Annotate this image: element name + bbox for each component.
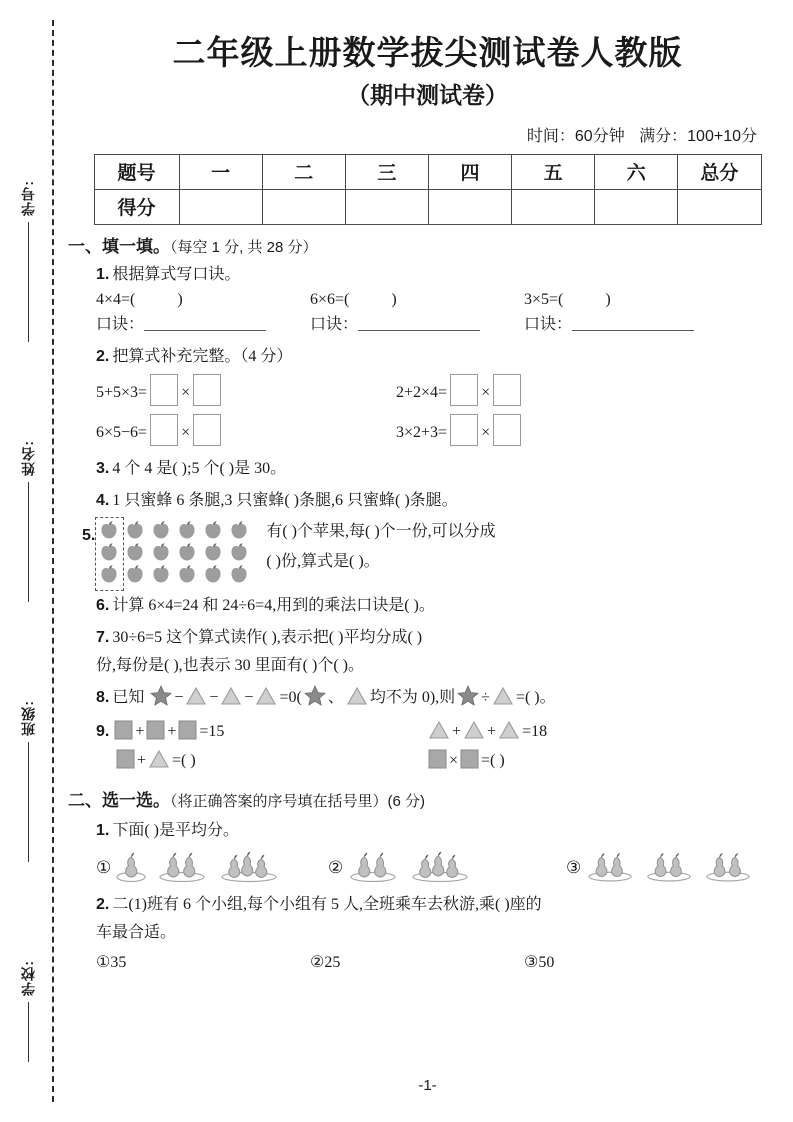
score-table-row-header: 题号 <box>94 154 179 189</box>
star-icon <box>457 685 479 716</box>
margin-field-label: 姓名: <box>20 440 36 476</box>
apple-icon <box>228 520 254 542</box>
pear-group <box>407 849 473 883</box>
margin-field-student-id <box>8 180 48 342</box>
q2-answer-box[interactable] <box>493 414 521 446</box>
apple-icon <box>124 542 150 564</box>
question-9-row-1 <box>96 720 793 745</box>
question-number: 1. <box>96 821 110 839</box>
question-9-row-2 <box>114 749 793 774</box>
q9-equals-1: =15 <box>199 722 225 740</box>
question-1-answers <box>96 311 793 334</box>
pear-group <box>216 849 282 883</box>
q2-eq-left-1 <box>96 374 396 406</box>
question-7-cont <box>96 652 793 680</box>
question-text: 计算 6×4=24 和 24÷6=4,用到的乘法口诀是( )。 <box>112 596 435 614</box>
q1-expr-1 <box>96 291 310 309</box>
q5-line-2: ( )份,算式是( )。 <box>266 552 380 570</box>
square-icon <box>146 720 165 745</box>
q2-answer-box[interactable] <box>150 414 178 446</box>
pear-group <box>114 849 148 883</box>
option-marker: ① <box>96 857 112 877</box>
question-6 <box>96 592 793 620</box>
margin-field-school <box>8 960 48 1062</box>
q9-plus-3: + <box>452 722 462 740</box>
option-1[interactable] <box>96 849 328 883</box>
q9-times: × <box>449 751 459 769</box>
star-icon <box>150 685 172 716</box>
score-cell-4[interactable] <box>428 189 511 224</box>
pear-options-row <box>96 849 793 883</box>
triangle-icon <box>185 686 207 716</box>
q1-expr-1-text: 4×4=( <box>96 290 136 308</box>
question-1-expressions <box>96 291 793 309</box>
exam-page <box>62 0 793 1122</box>
question-8 <box>96 684 793 716</box>
choice-option-3[interactable]: ③50 <box>524 953 555 971</box>
apple-icon <box>202 542 228 564</box>
section2-question-2 <box>96 891 793 919</box>
q1-expr-3-text: 3×5=( <box>524 290 564 308</box>
pear-group <box>702 849 754 883</box>
choice-option-2[interactable]: ②25 <box>310 953 341 971</box>
q2-operator: × <box>481 423 491 441</box>
margin-field-rule <box>28 1002 29 1062</box>
apple-icon <box>124 520 150 542</box>
pear-group <box>155 849 209 883</box>
q9-plus-1: + <box>135 722 145 740</box>
question-text: 根据算式写口诀。 <box>112 265 241 283</box>
q2-eq-left-2 <box>96 414 396 446</box>
margin-field-name <box>8 440 48 602</box>
q9-left-2 <box>114 749 426 774</box>
title-block <box>62 34 793 110</box>
q2-eq-left-1-text: 5+5×3= <box>96 383 148 401</box>
q2-eq-right-1 <box>396 374 696 406</box>
s2q2-line-1: 二(1)班有 6 个小组,每个小组有 5 人,全班乘车去秋游,乘( )座的 <box>112 895 542 913</box>
q8-prefix: 已知 <box>112 688 145 706</box>
section-one-note: （每空 1 分, 共 28 分） <box>170 238 318 256</box>
q2-operator: × <box>181 383 191 401</box>
pear-icon <box>407 849 473 883</box>
q2-eq-right-2 <box>396 414 696 446</box>
question-number: 2. <box>96 895 110 913</box>
margin-field-label: 学校: <box>20 960 36 996</box>
choice-option-1[interactable]: ①35 <box>96 953 127 971</box>
pear-icon <box>155 849 209 883</box>
page-number: -1- <box>418 1077 437 1094</box>
perforation-dashed-line <box>52 20 54 1102</box>
section-one-title: 一、填一填。 <box>68 236 170 256</box>
score-table-col-total: 总分 <box>678 154 761 189</box>
q8-comma: 、 <box>327 688 344 706</box>
triangle-icon <box>148 749 170 774</box>
score-table-col-3: 三 <box>345 154 428 189</box>
q1-key-label-1: 口诀： <box>96 315 145 333</box>
exam-total-score-label: 满分：100+10分 <box>639 127 757 145</box>
pear-group <box>584 849 636 883</box>
square-icon <box>178 720 197 745</box>
q9-equals-3: =( ) <box>172 751 196 769</box>
score-table <box>94 154 762 225</box>
q2-answer-box[interactable] <box>450 414 478 446</box>
page-subtitle: （期中测试卷） <box>347 81 508 108</box>
question-text: 1 只蜜蜂 6 条腿,3 只蜜蜂( )条腿,6 只蜜蜂( )条腿。 <box>112 491 458 509</box>
q2-answer-box[interactable] <box>493 374 521 406</box>
section-heading-one <box>68 232 793 257</box>
triangle-icon <box>255 686 277 716</box>
table-row <box>94 189 761 224</box>
apple-icon <box>150 520 176 542</box>
pear-group <box>346 849 400 883</box>
q1-expr-2-text: 6×6=( <box>310 290 350 308</box>
section-two-note: （将正确答案的序号填在括号里）(6 分) <box>170 792 426 810</box>
question-number: 3. <box>96 459 110 477</box>
q8-equals-zero: =0( <box>279 688 302 706</box>
q8-minus-2: − <box>209 688 219 706</box>
question-4 <box>96 487 793 515</box>
apple-icon <box>176 542 202 564</box>
square-icon <box>116 749 135 774</box>
question-2 <box>96 343 793 371</box>
q7-line-1: 30÷6=5 这个算式读作( ),表示把( )平均分成( ) <box>112 628 423 646</box>
section2-question-1 <box>96 817 793 845</box>
score-table-col-1: 一 <box>179 154 262 189</box>
option-marker: ② <box>328 857 344 877</box>
margin-field-class <box>8 700 48 862</box>
question-number: 5. <box>82 526 96 544</box>
score-cell-2[interactable] <box>262 189 345 224</box>
apple-icon <box>124 564 150 586</box>
pear-icon <box>643 849 695 883</box>
q1-answer-2 <box>310 311 524 334</box>
margin-field-label: 学号: <box>20 180 36 216</box>
question-2-row-1 <box>96 374 793 406</box>
question-number: 2. <box>96 347 110 365</box>
pear-icon <box>346 849 400 883</box>
q2-eq-left-2-text: 6×5−6= <box>96 423 148 441</box>
q9-left-1 <box>96 720 426 745</box>
option-2[interactable] <box>328 849 566 883</box>
question-5 <box>82 517 793 586</box>
score-table-col-2: 二 <box>262 154 345 189</box>
question-number: 8. <box>96 688 110 706</box>
score-cell-1[interactable] <box>179 189 262 224</box>
q2-operator: × <box>481 383 491 401</box>
q1-expr-3 <box>524 291 738 309</box>
question-number: 9. <box>96 722 110 740</box>
question-number: 1. <box>96 265 110 283</box>
square-icon <box>428 749 447 774</box>
q2-answer-box[interactable] <box>193 414 221 446</box>
option-marker: ③ <box>566 857 582 877</box>
question-2-row-2 <box>96 414 793 446</box>
page-title: 二年级上册数学拔尖测试卷人教版 <box>172 34 683 71</box>
q2-answer-box[interactable] <box>450 374 478 406</box>
question-text: 下面( )是平均分。 <box>112 821 240 839</box>
pear-icon <box>702 849 754 883</box>
section2-question-2-cont <box>96 919 793 947</box>
question-number: 4. <box>96 491 110 509</box>
q9-equals-4: =( ) <box>481 751 505 769</box>
q7-line-2: 份,每份是( ),也表示 30 里面有( )个( )。 <box>96 656 364 674</box>
triangle-icon <box>492 686 514 716</box>
exam-meta <box>62 123 793 146</box>
question-text: 4 个 4 是( );5 个( )是 30。 <box>112 459 287 477</box>
pear-icon <box>584 849 636 883</box>
apple-icon <box>202 520 228 542</box>
question-7 <box>96 624 793 652</box>
apple-icon <box>228 542 254 564</box>
apple-icon <box>150 542 176 564</box>
score-table-col-4: 四 <box>428 154 511 189</box>
question-text: 把算式补充完整。（4 分） <box>112 347 293 365</box>
apple-icon <box>228 564 254 586</box>
apple-icon <box>176 564 202 586</box>
score-table-col-6: 六 <box>595 154 678 189</box>
pear-group <box>643 849 695 883</box>
margin-field-rule <box>28 482 29 602</box>
q1-answer-1 <box>96 311 310 334</box>
s2q2-line-2: 车最合适。 <box>96 923 177 941</box>
q1-answer-3 <box>524 311 738 334</box>
question-number: 7. <box>96 628 110 646</box>
score-cell-total[interactable] <box>678 189 761 224</box>
section-two-title: 二、选一选。 <box>68 790 170 810</box>
q8-tail: =( )。 <box>515 688 556 706</box>
q2-answer-box[interactable] <box>150 374 178 406</box>
pear-icon <box>216 849 282 883</box>
question-5-text <box>266 517 495 576</box>
q1-key-label-3: 口诀： <box>524 315 573 333</box>
q8-divide: ÷ <box>481 688 490 706</box>
apple-icon <box>202 564 228 586</box>
section2-question-2-choices <box>96 952 793 972</box>
q1-key-label-2: 口诀： <box>310 315 359 333</box>
q9-plus-5: + <box>137 751 147 769</box>
question-3 <box>96 455 793 483</box>
triangle-icon <box>463 720 485 745</box>
q8-condition: 均不为 0),则 <box>369 688 456 706</box>
q2-answer-box[interactable] <box>193 374 221 406</box>
apple-icon <box>176 520 202 542</box>
triangle-icon <box>428 720 450 745</box>
q1-answer-blank-2[interactable] <box>358 315 480 331</box>
q2-operator: × <box>181 423 191 441</box>
star-icon <box>304 685 326 716</box>
score-table-col-5: 五 <box>512 154 595 189</box>
square-icon <box>114 720 133 745</box>
q1-expr-1-close: ) <box>177 290 183 308</box>
exam-time-label: 时间：60分钟 <box>526 127 625 145</box>
option-3[interactable] <box>566 849 761 883</box>
square-icon <box>460 749 479 774</box>
q8-minus-3: − <box>244 688 254 706</box>
q9-right-2 <box>426 749 726 774</box>
score-cell-3[interactable] <box>345 189 428 224</box>
question-1 <box>96 261 793 289</box>
q9-plus-4: + <box>487 722 497 740</box>
apple-group-dashed-box <box>95 517 124 591</box>
margin-field-label: 班级: <box>20 700 36 736</box>
section-heading-two <box>68 786 793 811</box>
apple-grid <box>98 520 254 586</box>
q2-eq-right-2-text: 3×2+3= <box>396 423 448 441</box>
q1-expr-3-close: ) <box>605 290 611 308</box>
q5-line-1: 有( )个苹果,每( )个一份,可以分成 <box>266 522 496 540</box>
q1-expr-2 <box>310 291 524 309</box>
score-table-row-header: 得分 <box>94 189 179 224</box>
q2-eq-right-1-text: 2+2×4= <box>396 383 448 401</box>
margin-binding-strip <box>0 0 62 1122</box>
triangle-icon <box>220 686 242 716</box>
q1-answer-blank-3[interactable] <box>572 315 694 331</box>
apple-icon <box>150 564 176 586</box>
margin-field-rule <box>28 742 29 862</box>
pear-icon <box>114 849 148 883</box>
score-cell-5[interactable] <box>512 189 595 224</box>
q9-plus-2: + <box>167 722 177 740</box>
table-row <box>94 154 761 189</box>
q9-right-1 <box>426 720 726 745</box>
triangle-icon <box>498 720 520 745</box>
triangle-icon <box>346 686 368 716</box>
q9-equals-2: =18 <box>522 722 548 740</box>
q8-minus-1: − <box>174 688 184 706</box>
question-number: 6. <box>96 596 110 614</box>
score-cell-6[interactable] <box>595 189 678 224</box>
margin-field-rule <box>28 222 29 342</box>
q1-expr-2-close: ) <box>391 290 397 308</box>
q1-answer-blank-1[interactable] <box>144 315 266 331</box>
